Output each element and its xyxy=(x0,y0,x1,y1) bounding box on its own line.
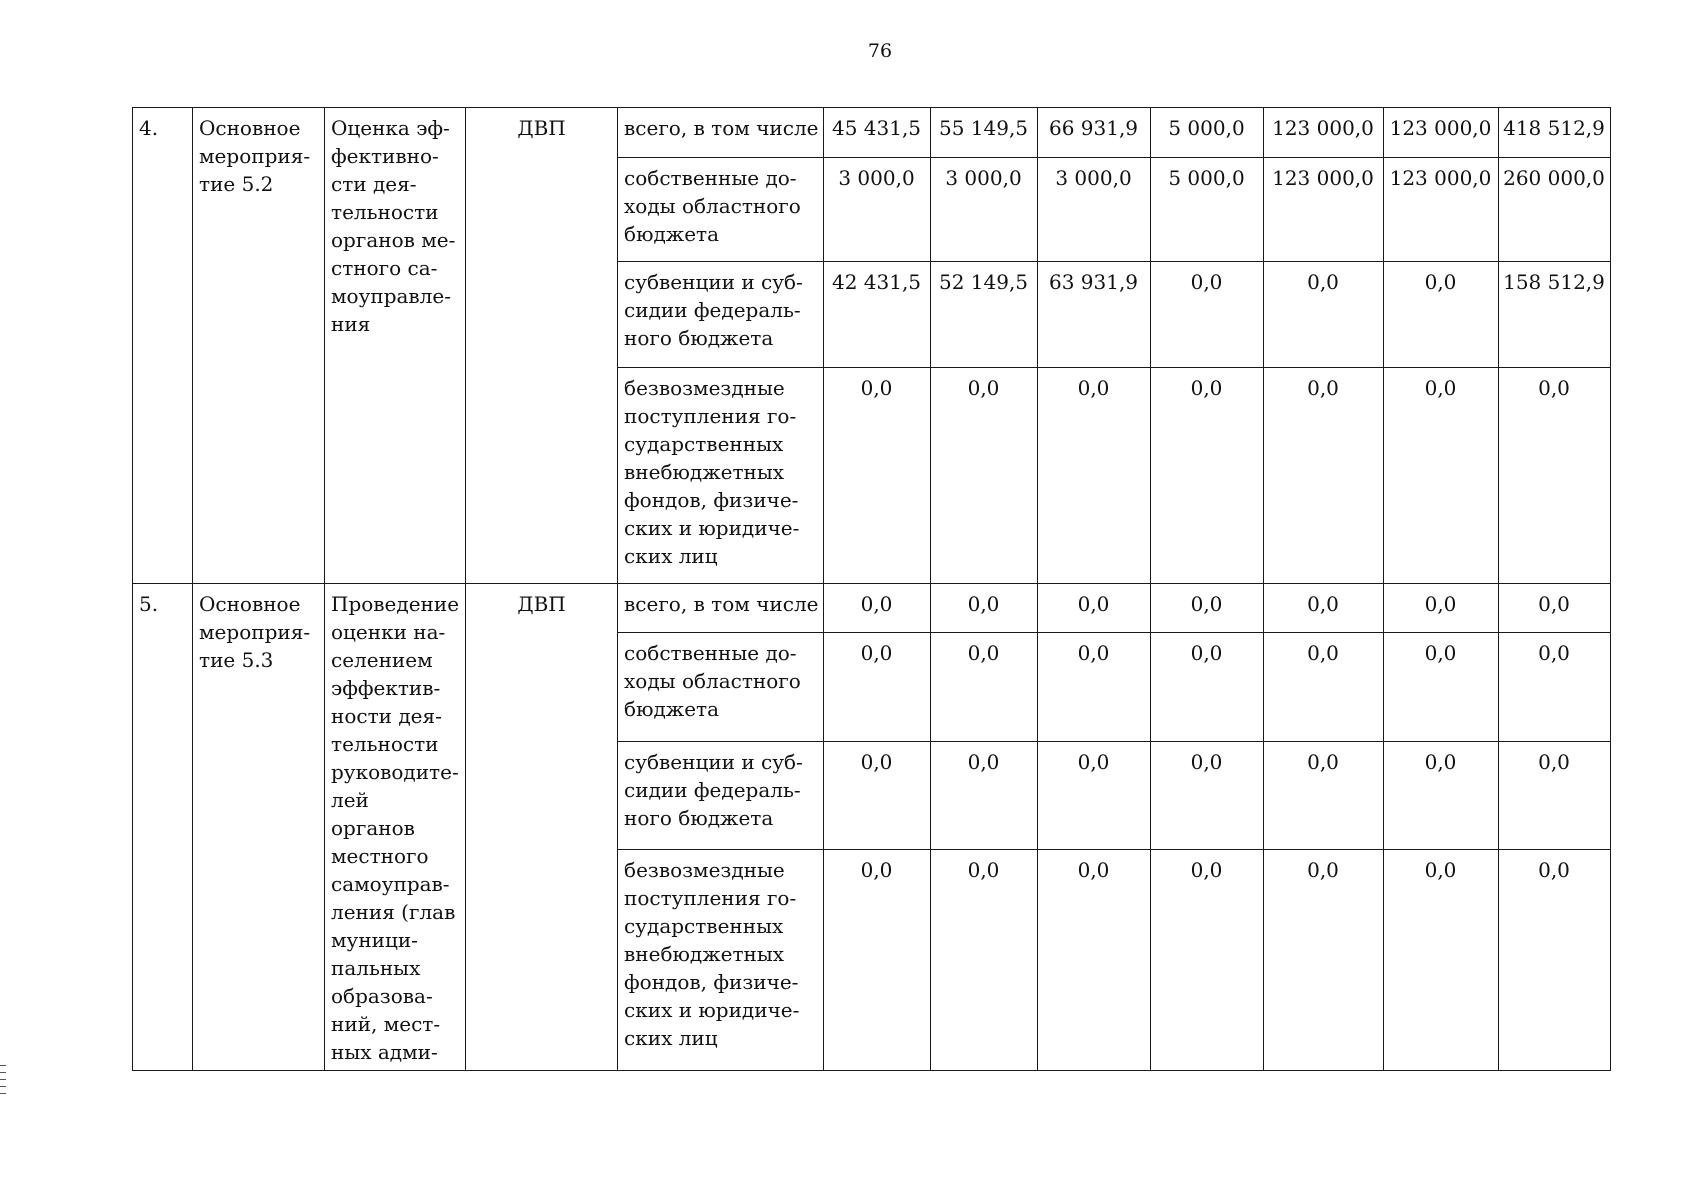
amount-cell: 0,0 xyxy=(1263,584,1383,633)
amount-cell: 0,0 xyxy=(1037,368,1150,584)
amount-cell: 0,0 xyxy=(930,368,1037,584)
amount-cell: 0,0 xyxy=(1037,633,1150,741)
amount-cell: 5 000,0 xyxy=(1150,158,1263,262)
amount-cell: 55 149,5 xyxy=(930,108,1037,158)
funding-source-line: ских и юридиче- xyxy=(624,997,800,1022)
amount-cell: 0,0 xyxy=(1263,633,1383,741)
amount-cell: 5 000,0 xyxy=(1150,108,1263,158)
executor-cell: ДВП xyxy=(466,108,618,584)
measure-name-line: Оценка эф- xyxy=(331,116,450,140)
amount-cell: 0,0 xyxy=(930,633,1037,741)
measure-cell xyxy=(193,584,325,1071)
measure-name-line: пальных xyxy=(331,956,421,980)
measure-line: мероприя- xyxy=(199,620,311,644)
amount-cell: 0,0 xyxy=(823,368,930,584)
amount-cell: 0,0 xyxy=(1498,633,1610,741)
amount-cell: 0,0 xyxy=(1037,741,1150,849)
funding-source-line: ских и юридиче- xyxy=(624,516,800,540)
amount-cell: 123 000,0 xyxy=(1383,158,1498,262)
measure-name-line: моуправле- xyxy=(331,284,451,308)
row-number: 4. xyxy=(133,108,193,584)
measure-name-line: ния xyxy=(331,312,371,336)
funding-source-cell xyxy=(618,262,823,368)
funding-source-cell xyxy=(618,741,823,849)
measure-name-line: стного са- xyxy=(331,256,438,280)
measure-name-line: тельности xyxy=(331,200,439,224)
amount-cell: 0,0 xyxy=(1498,584,1610,633)
funding-source-cell xyxy=(618,849,823,1070)
funding-source-cell xyxy=(618,368,823,584)
funding-source-line: всего, в том числе xyxy=(624,116,819,140)
measure-line: Основное xyxy=(199,116,301,140)
amount-cell: 0,0 xyxy=(930,584,1037,633)
funding-source-line: бюджета xyxy=(624,697,720,722)
amount-cell: 0,0 xyxy=(1037,849,1150,1070)
amount-cell: 0,0 xyxy=(1383,633,1498,741)
scan-margin-marks xyxy=(0,1065,6,1100)
funding-source-line: сидии федераль- xyxy=(624,298,801,322)
funding-source-cell xyxy=(618,633,823,741)
amount-cell: 158 512,9 xyxy=(1498,262,1610,368)
page-number: 76 xyxy=(867,40,893,62)
amount-cell: 0,0 xyxy=(823,741,930,849)
amount-cell: 0,0 xyxy=(1383,741,1498,849)
amount-cell: 0,0 xyxy=(1150,584,1263,633)
amount-cell: 260 000,0 xyxy=(1498,158,1610,262)
table-row xyxy=(133,108,1611,158)
amount-cell: 0,0 xyxy=(930,741,1037,849)
measure-name-line: фективно- xyxy=(331,144,439,168)
funding-source-line: сударственных xyxy=(624,913,784,938)
measure-line: тие 5.2 xyxy=(199,172,274,196)
funding-source-line: безвозмездные xyxy=(624,376,785,400)
executor-cell: ДВП xyxy=(466,584,618,1071)
funding-source-line: внебюджетных xyxy=(624,460,785,484)
amount-cell: 0,0 xyxy=(1498,741,1610,849)
amount-cell: 0,0 xyxy=(1150,741,1263,849)
amount-cell: 123 000,0 xyxy=(1263,108,1383,158)
amount-cell: 0,0 xyxy=(1150,849,1263,1070)
amount-cell: 0,0 xyxy=(1263,368,1383,584)
measure-line: мероприя- xyxy=(199,144,311,168)
amount-cell: 0,0 xyxy=(930,849,1037,1070)
funding-source-line: безвозмездные xyxy=(624,857,785,882)
measure-name-line: самоуправ- xyxy=(331,872,450,896)
amount-cell: 52 149,5 xyxy=(930,262,1037,368)
measure-line: тие 5.3 xyxy=(199,648,274,672)
amount-cell: 0,0 xyxy=(823,633,930,741)
table-body xyxy=(133,108,1611,1071)
amount-cell: 0,0 xyxy=(1263,262,1383,368)
funding-source-line: ских лиц xyxy=(624,544,718,568)
amount-cell: 0,0 xyxy=(1498,849,1610,1070)
measure-name-line: ности дея- xyxy=(331,704,442,728)
amount-cell: 0,0 xyxy=(823,584,930,633)
funding-source-line: поступления го- xyxy=(624,885,797,910)
measure-name-line: Проведение xyxy=(331,592,460,616)
amount-cell: 0,0 xyxy=(1498,368,1610,584)
measure-name-cell xyxy=(325,584,466,1071)
funding-source-line: собственные до- xyxy=(624,166,797,190)
amount-cell: 0,0 xyxy=(1150,368,1263,584)
amount-cell: 418 512,9 xyxy=(1498,108,1610,158)
measure-name-line: оценки на- xyxy=(331,620,446,644)
row-number: 5. xyxy=(133,584,193,1071)
table-row xyxy=(133,584,1611,633)
funding-source-line: всего, в том числе xyxy=(624,592,819,616)
amount-cell: 0,0 xyxy=(1150,262,1263,368)
measure-name-line: эффектив- xyxy=(331,676,441,700)
funding-source-line: бюджета xyxy=(624,222,720,246)
funding-source-line: ного бюджета xyxy=(624,805,774,830)
measure-line: Основное xyxy=(199,592,301,616)
amount-cell: 0,0 xyxy=(1383,584,1498,633)
funding-source-cell xyxy=(618,108,823,158)
amount-cell: 0,0 xyxy=(1150,633,1263,741)
funding-source-line: ских лиц xyxy=(624,1025,718,1050)
measure-name-line: селением xyxy=(331,648,433,672)
measure-name-line: ных адми- xyxy=(331,1040,438,1064)
amount-cell: 0,0 xyxy=(1383,262,1498,368)
measure-name-line: образова- xyxy=(331,984,433,1008)
measure-name-line: местного xyxy=(331,844,429,868)
funding-source-line: поступления го- xyxy=(624,404,797,428)
amount-cell: 123 000,0 xyxy=(1383,108,1498,158)
measure-name-line: тельности xyxy=(331,732,439,756)
funding-source-line: субвенции и суб- xyxy=(624,749,803,774)
funding-source-line: ного бюджета xyxy=(624,326,774,350)
funding-source-line: ходы областного xyxy=(624,669,801,694)
amount-cell: 3 000,0 xyxy=(1037,158,1150,262)
amount-cell: 3 000,0 xyxy=(823,158,930,262)
amount-cell: 0,0 xyxy=(1383,368,1498,584)
amount-cell: 63 931,9 xyxy=(1037,262,1150,368)
amount-cell: 0,0 xyxy=(1263,741,1383,849)
measure-cell xyxy=(193,108,325,584)
measure-name-line: ления (глав xyxy=(331,900,456,924)
amount-cell: 42 431,5 xyxy=(823,262,930,368)
funding-source-line: ходы областного xyxy=(624,194,801,218)
funding-source-cell xyxy=(618,584,823,633)
measure-name-line: лей органов xyxy=(331,788,415,840)
measure-name-line: руководите- xyxy=(331,760,459,784)
funding-source-line: сидии федераль- xyxy=(624,777,801,802)
funding-source-cell xyxy=(618,158,823,262)
amount-cell: 0,0 xyxy=(1263,849,1383,1070)
amount-cell: 66 931,9 xyxy=(1037,108,1150,158)
amount-cell: 123 000,0 xyxy=(1263,158,1383,262)
funding-source-line: фондов, физиче- xyxy=(624,969,799,994)
measure-name-line: муници- xyxy=(331,928,418,952)
budget-table xyxy=(132,107,1611,1071)
measure-name-line: органов ме- xyxy=(331,228,456,252)
funding-source-line: фондов, физиче- xyxy=(624,488,799,512)
amount-cell: 0,0 xyxy=(823,849,930,1070)
amount-cell: 0,0 xyxy=(1037,584,1150,633)
measure-name-line: ний, мест- xyxy=(331,1012,441,1036)
amount-cell: 45 431,5 xyxy=(823,108,930,158)
amount-cell: 3 000,0 xyxy=(930,158,1037,262)
funding-source-line: субвенции и суб- xyxy=(624,270,803,294)
funding-source-line: собственные до- xyxy=(624,641,797,666)
measure-name-cell xyxy=(325,108,466,584)
measure-name-line: сти дея- xyxy=(331,172,417,196)
funding-source-line: внебюджетных xyxy=(624,941,785,966)
funding-source-line: сударственных xyxy=(624,432,784,456)
amount-cell: 0,0 xyxy=(1383,849,1498,1070)
